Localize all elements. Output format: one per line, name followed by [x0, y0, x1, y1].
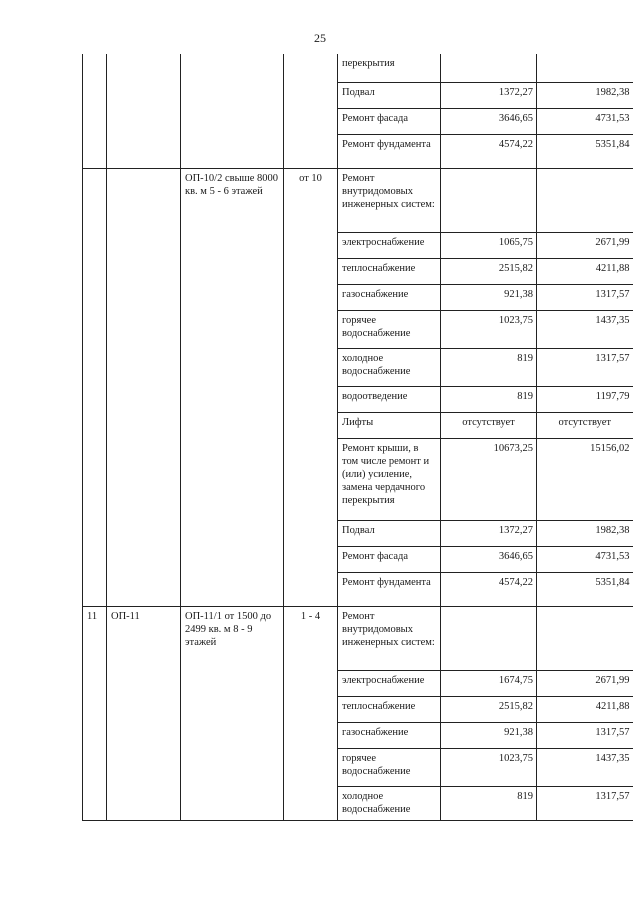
value-cell: 10673,25 [441, 438, 537, 520]
number-cell [83, 54, 107, 168]
work-cell: газоснабжение [338, 722, 441, 748]
value-cell: отсутствует [441, 412, 537, 438]
value-cell: 5351,84 [537, 572, 633, 606]
value-cell: 1023,75 [441, 310, 537, 348]
value-cell: 15156,02 [537, 438, 633, 520]
work-cell: холодное водоснабжение [338, 348, 441, 386]
value-cell [537, 606, 633, 670]
value-cell: 1197,79 [537, 386, 633, 412]
table-row [83, 54, 633, 82]
value-cell: 4731,53 [537, 108, 633, 134]
value-cell: 2671,99 [537, 670, 633, 696]
work-cell: газоснабжение [338, 284, 441, 310]
work-cell: Лифты [338, 412, 441, 438]
value-cell: 1065,75 [441, 232, 537, 258]
value-cell: 1437,35 [537, 310, 633, 348]
value-cell: 2671,99 [537, 232, 633, 258]
work-cell: Подвал [338, 82, 441, 108]
value-cell: 921,38 [441, 284, 537, 310]
work-cell: горячее водоснабжение [338, 748, 441, 786]
value-cell: 2515,82 [441, 258, 537, 284]
value-cell: 4731,53 [537, 546, 633, 572]
value-cell: 4211,88 [537, 696, 633, 722]
value-cell: 5351,84 [537, 134, 633, 168]
value-cell: 921,38 [441, 722, 537, 748]
work-cell: Ремонт фундамента [338, 572, 441, 606]
value-cell [441, 168, 537, 232]
work-cell: Ремонт внутридомовых инженерных систем: [338, 168, 441, 232]
work-cell: Ремонт внутридомовых инженерных систем: [338, 606, 441, 670]
value-cell: 4574,22 [441, 134, 537, 168]
value-cell: 819 [441, 786, 537, 820]
work-cell: холодное водоснабжение [338, 786, 441, 820]
table-row [83, 168, 633, 232]
code-cell: ОП-11 [107, 606, 181, 820]
floors-cell [284, 54, 338, 168]
description-cell: ОП-11/1 от 1500 до 2499 кв. м 8 - 9 этажей [181, 606, 284, 820]
value-cell: 1317,57 [537, 284, 633, 310]
value-cell: 3646,65 [441, 108, 537, 134]
cost-table [82, 54, 633, 821]
work-cell: горячее водоснабжение [338, 310, 441, 348]
value-cell: 2515,82 [441, 696, 537, 722]
work-cell: электроснабжение [338, 232, 441, 258]
table-row [83, 606, 633, 670]
code-cell [107, 168, 181, 606]
value-cell: 4211,88 [537, 258, 633, 284]
work-cell: электроснабжение [338, 670, 441, 696]
value-cell: 1372,27 [441, 520, 537, 546]
description-cell [181, 54, 284, 168]
value-cell: 4574,22 [441, 572, 537, 606]
work-cell: теплоснабжение [338, 696, 441, 722]
value-cell: 819 [441, 348, 537, 386]
number-cell [83, 168, 107, 606]
value-cell: 1317,57 [537, 722, 633, 748]
work-cell: перекрытия [338, 54, 441, 82]
work-cell: Ремонт фасада [338, 108, 441, 134]
value-cell: 1023,75 [441, 748, 537, 786]
number-cell: 11 [83, 606, 107, 820]
work-cell: Ремонт крыши, в том числе ремонт и (или) усиление, замена чердачного перекрытия [338, 438, 441, 520]
page-number: 25 [314, 31, 326, 45]
value-cell: 1437,35 [537, 748, 633, 786]
floors-cell: от 10 [284, 168, 338, 606]
value-cell: 1372,27 [441, 82, 537, 108]
code-cell [107, 54, 181, 168]
description-cell: ОП-10/2 свыше 8000 кв. м 5 - 6 этажей [181, 168, 284, 606]
value-cell [537, 168, 633, 232]
work-cell: Подвал [338, 520, 441, 546]
work-cell: Ремонт фасада [338, 546, 441, 572]
work-cell: водоотведение [338, 386, 441, 412]
value-cell: 1674,75 [441, 670, 537, 696]
work-cell: теплоснабжение [338, 258, 441, 284]
work-cell: Ремонт фундамента [338, 134, 441, 168]
value-cell: 819 [441, 386, 537, 412]
value-cell [537, 54, 633, 82]
value-cell [441, 54, 537, 82]
value-cell [441, 606, 537, 670]
value-cell: 1317,57 [537, 348, 633, 386]
value-cell: 1982,38 [537, 82, 633, 108]
floors-cell: 1 - 4 [284, 606, 338, 820]
value-cell: 1982,38 [537, 520, 633, 546]
value-cell: 3646,65 [441, 546, 537, 572]
value-cell: 1317,57 [537, 786, 633, 820]
value-cell: отсутствует [537, 412, 633, 438]
